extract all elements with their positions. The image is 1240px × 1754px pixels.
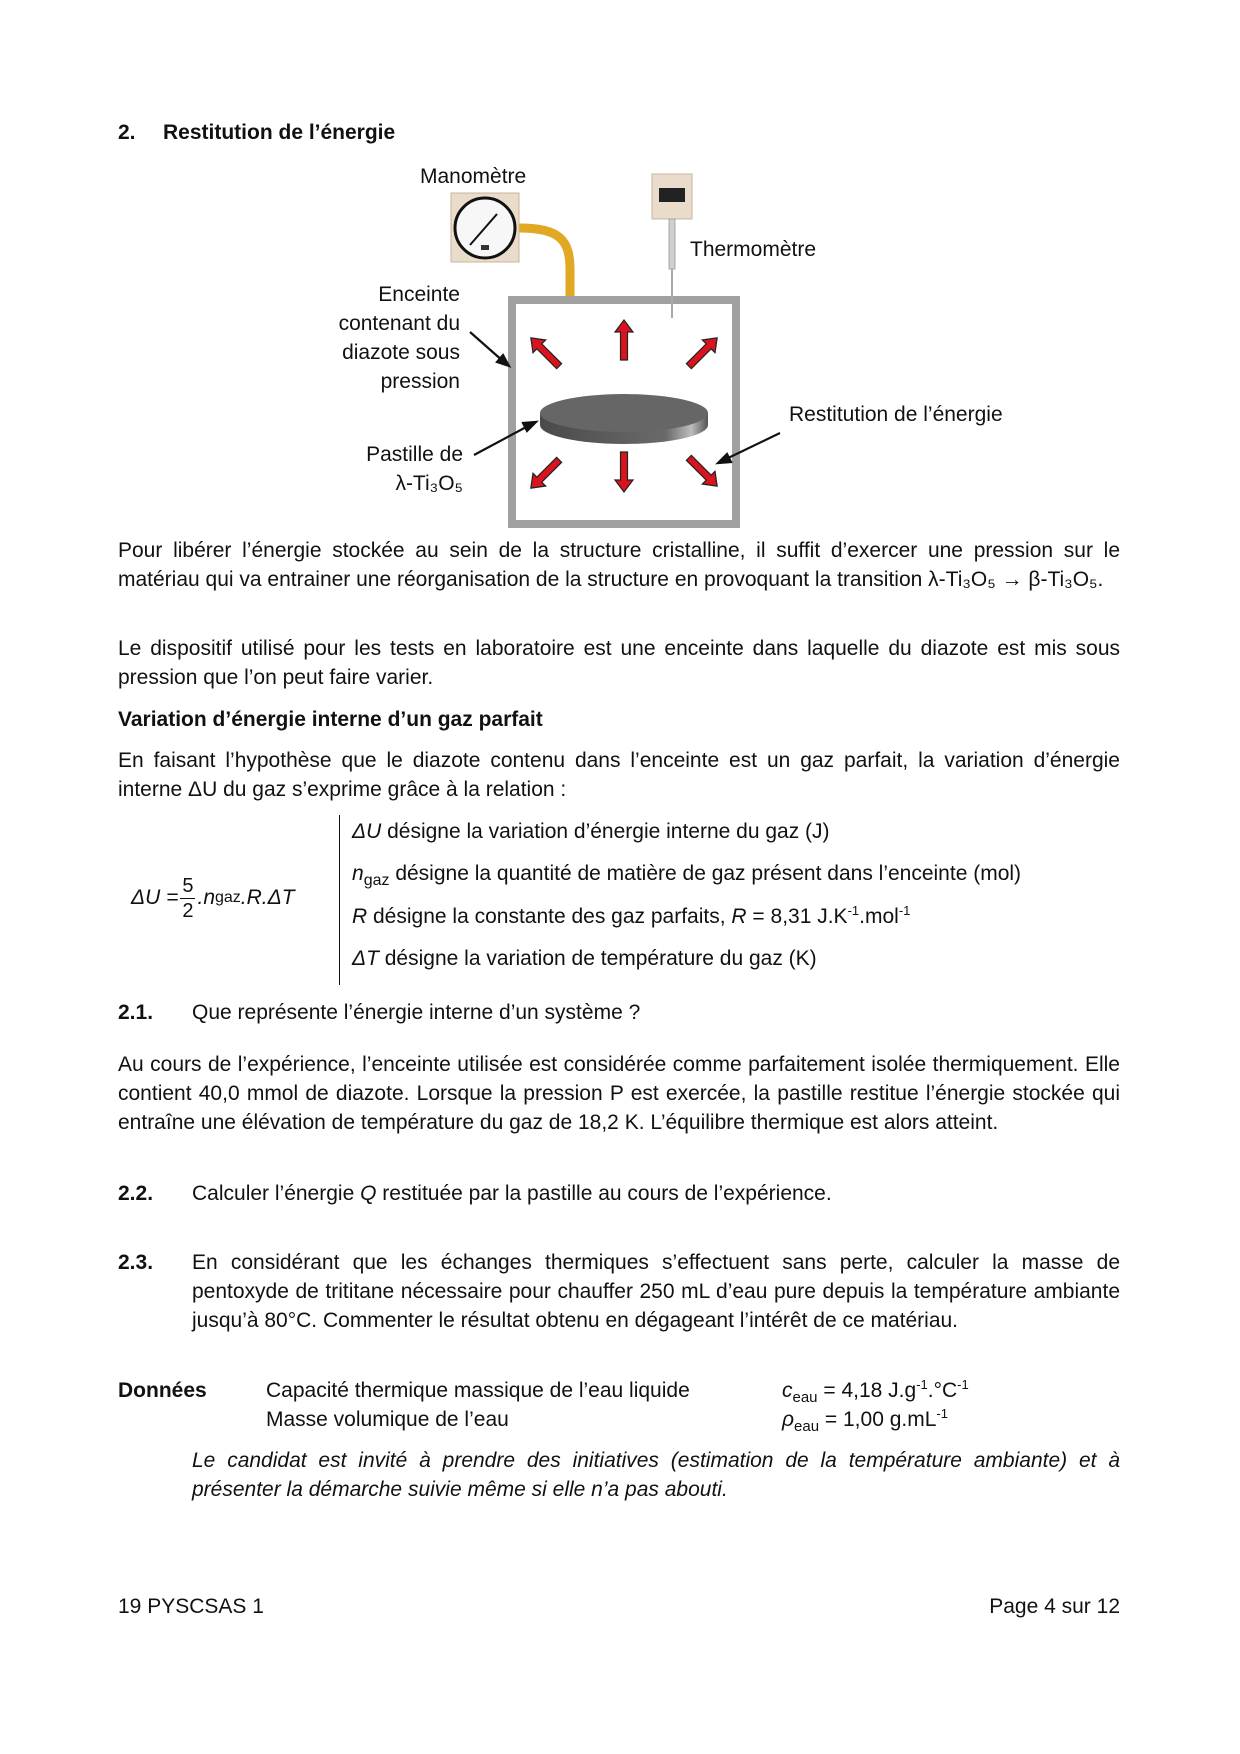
arrow-down-left-icon [524, 453, 565, 494]
exponent: -1 [957, 1377, 969, 1392]
symbol: ΔU [352, 820, 382, 843]
symbol: n [352, 862, 364, 885]
arrow-down-icon [615, 452, 633, 492]
definition-text: désigne la constante des gaz parfaits, [367, 905, 732, 928]
paragraph-experiment [118, 1050, 1120, 1137]
data-label: Données [118, 1379, 207, 1402]
enclosure-label-line: contenant du [338, 312, 460, 335]
question-number: 2.2. [118, 1182, 154, 1205]
section-number: 2. [118, 121, 136, 144]
exponent: -1 [847, 903, 860, 918]
question-number: 2.1. [118, 1001, 154, 1024]
paragraph-text: Au cours de l’expérience, l’enceinte utilisée est considérée comme parfaitement isolée thermiquement. Elle contient 40,0 mmol de diazote. Lorsque la pression P est exercée, la pastille restitue l’énergie stockée qui entraîne une élévation de température du gaz de 18,2 K. L’équilibre thermique est alors atteint. [118, 1053, 1120, 1134]
enclosure-label-line: diazote sous [342, 341, 460, 364]
symbol-sub: gaz [363, 872, 390, 890]
symbol: R [352, 905, 368, 928]
pressure-enclosure-diagram [0, 0, 1240, 540]
definition-delta-u [352, 817, 830, 846]
paragraph-device: Le dispositif utilisé pour les tests en laboratoire est une enceinte dans laquelle du diazote est mis sous pression que l’on peut faire varier. [118, 637, 1120, 689]
symbol: R [731, 905, 747, 928]
definition-text: désigne la variation de température du gaz (K) [378, 947, 817, 970]
pellet-icon [540, 394, 708, 444]
enclosure-label [339, 280, 460, 396]
definition-r [352, 902, 910, 931]
unit: .mol [859, 905, 899, 928]
symbol-sub: eau [794, 1418, 820, 1436]
exponent: -1 [916, 1377, 928, 1392]
definition-delta-t [352, 944, 817, 973]
symbol-sub: eau [792, 1389, 818, 1407]
exponent: -1 [898, 903, 911, 918]
manometer-hose [519, 228, 570, 296]
enclosure-label-line: Enceinte [378, 283, 460, 306]
pellet-label [366, 440, 463, 498]
data-desc-density: Masse volumique de l’eau [266, 1408, 509, 1431]
definition-n-gaz [352, 859, 1021, 888]
thermometer-label: Thermomètre [690, 238, 817, 261]
formula-rest: .R.ΔT [240, 886, 295, 909]
formula-divider [339, 815, 340, 985]
symbol: ΔT [352, 947, 379, 970]
pellet-label-line: Pastille de [366, 443, 463, 466]
footer-page: Page 4 sur 12 [989, 1595, 1120, 1618]
enclosure-pointer [470, 332, 504, 362]
question-2-3: En considérant que les échanges thermiques s’effectuent sans perte, calculer la masse de pentoxyde de trititane nécessaire pour chauffer 250 mL d’eau pure depuis la température ambiante jusqu’à 80°C. Commenter le résultat obtenu en dégageant l’intérêt de ce matériau. [192, 1251, 1120, 1332]
arrow-up-left-icon [524, 331, 565, 372]
question-2-2 [192, 1179, 1120, 1208]
paragraph-hypothesis: En faisant l’hypothèse que le diazote contenu dans l’enceinte est un gaz parfait, la variation d’énergie interne ΔU du gaz s’exprime grâce à la relation : [118, 749, 1120, 801]
candidate-note: Le candidat est invité à prendre des initiatives (estimation de la température ambiante) et à présenter la démarche suivie même si elle n’a pas abouti. [192, 1449, 1120, 1501]
question-text: Calculer l’énergie [192, 1182, 361, 1205]
enclosure-label-line: pression [380, 370, 460, 393]
arrow-up-right-icon [682, 331, 723, 372]
formula-lhs: ΔU = [131, 886, 179, 909]
symbol: Q [360, 1182, 377, 1205]
value: = 1,00 g.mL [819, 1408, 937, 1431]
data-value-density [782, 1405, 948, 1434]
question-number: 2.3. [118, 1251, 154, 1274]
definition-text: désigne la variation d’énergie interne du gaz (J) [381, 820, 830, 843]
arrow-down-right-icon [682, 451, 723, 492]
symbol: c [782, 1379, 793, 1402]
data-value-heat-capacity [782, 1376, 969, 1405]
question-2-1: Que représente l’énergie interne d’un système ? [192, 1001, 641, 1024]
symbol: ρ [782, 1408, 795, 1431]
exponent: -1 [936, 1406, 948, 1421]
fraction-numerator: 5 [182, 874, 194, 897]
question-text: restituée par la pastille au cours de l’expérience. [376, 1182, 832, 1205]
data-desc-heat-capacity: Capacité thermique massique de l’eau liquide [266, 1379, 690, 1402]
manometer-icon [451, 193, 519, 262]
release-label: Restitution de l’énergie [789, 403, 1003, 426]
manometer-label: Manomètre [420, 165, 527, 188]
value: = 4,18 J.g [817, 1379, 917, 1402]
fraction [180, 874, 195, 923]
arrow-up-icon [615, 320, 633, 360]
value: = 8,31 J.K [746, 905, 848, 928]
fraction-denominator: 2 [182, 899, 194, 922]
footer-code: 19 PYSCSAS 1 [118, 1595, 264, 1618]
pellet-pointer [474, 425, 530, 455]
definition-text: désigne la quantité de matière de gaz présent dans l’enceinte (mol) [389, 862, 1022, 885]
pellet-label-line: λ-Ti₃O₅ [395, 472, 463, 495]
formula-n: .n [197, 886, 215, 909]
paragraph-release: Pour libérer l’énergie stockée au sein de la structure cristalline, il suffit d’exercer une pression sur le matériau qui va entrainer une réorganisation de la structure en provoquant la transition λ-Ti₃O₅ → β-Ti₃O₅. [118, 539, 1120, 591]
section-title: Restitution de l’énergie [163, 121, 396, 144]
internal-energy-formula: ΔU = $\frac{5}{2}$ .n gaz .R.ΔT [131, 874, 295, 922]
unit: .°C [927, 1379, 958, 1402]
subheading: Variation d’énergie interne d’un gaz parfait [118, 708, 543, 731]
